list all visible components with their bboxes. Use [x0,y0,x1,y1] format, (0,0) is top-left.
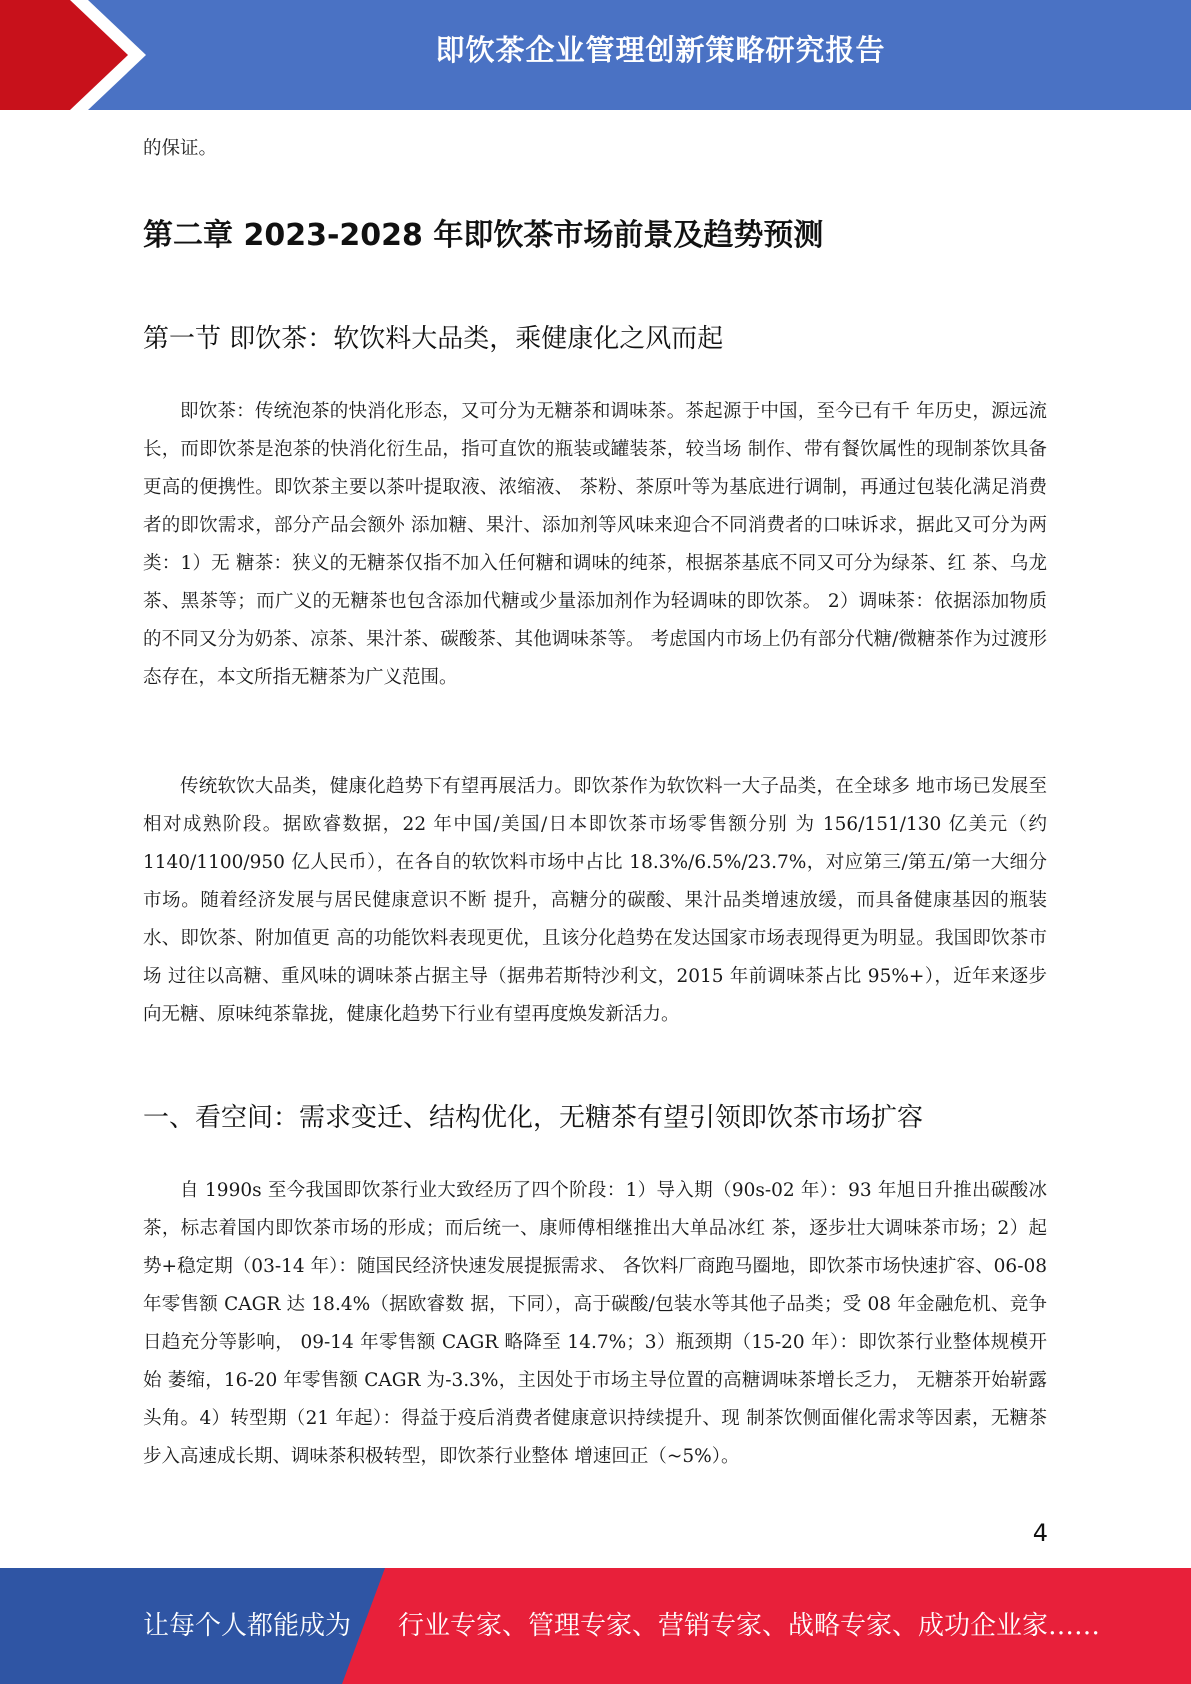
page-footer [0,1568,1191,1684]
body-paragraph: 即饮茶：传统泡茶的快消化形态，又可分为无糖茶和调味茶。茶起源于中国，至今已有千 年历史，源远流长，而即饮茶是泡茶的快消化衍生品，指可直饮的瓶装或罐装茶，较当场 制作、带有餐饮属性的现制茶饮具备更高的便携性。即饮茶主要以茶叶提取液、浓缩液、 茶粉、茶原叶等为基底进行调制，再通过包装化满足消费者的即饮需求，部分产品会额外 添加糖、果汁、添加剂等风味来迎合不同消费者的口味诉求，据此又可分为两类：1）无 糖茶：狭义的无糖茶仅指不加入任何糖和调味的纯茶，根据茶基底不同又可分为绿茶、红 茶、乌龙茶、黑茶等；而广义的无糖茶也包含添加代糖或少量添加剂作为轻调味的即饮茶。 2）调味茶：依据添加物质的不同又分为奶茶、凉茶、果汁茶、碳酸茶、其他调味茶等。 考虑国内市场上仍有部分代糖/微糖茶作为过渡形态存在，本文所指无糖茶为广义范围。 [143,401,1047,688]
footer-slogan: 让每个人都能成为 [143,1611,352,1641]
body-paragraph: 自 1990s 至今我国即饮茶行业大致经历了四个阶段：1）导入期（90s-02 年）：93 年旭日升推出碳酸冰茶，标志着国内即饮茶市场的形成；而后统一、康师傅相继推出大单品冰红 茶，逐步壮大调味茶市场；2）起势+稳定期（03-14 年）：随国民经济快速发展提振需求、 各饮料厂商跑马圈地，即饮茶市场快速扩容、06-08 年零售额 CAGR 达 18.4%（据欧睿数 据，下同），高于碳酸/包装水等其他子品类；受 08 年金融危机、竞争日趋充分等影响， 09-14 年零售额 CAGR 略降至 14.7%；3）瓶颈期（15-20 年）：即饮茶行业整体规模开始 萎缩，16-20 年零售额 CAGR 为-3.3%，主因处于市场主导位置的高糖调味茶增长乏力， 无糖茶开始崭露头角。4）转型期（21 年起）：得益于疫后消费者健康意识持续提升、现 制茶饮侧面催化需求等因素，无糖茶步入高速成长期、调味茶积极转型，即饮茶行业整体 增速回正（~5%）。 [143,1180,1047,1467]
footer-roles: 行业专家、管理专家、营销专家、战略专家、成功企业家…… [398,1611,1101,1641]
header-arrow-decoration [0,0,160,110]
page-number: 4 [1032,1519,1048,1547]
page-header [0,0,1191,110]
section-title: 第一节 即饮茶：软饮料大品类，乘健康化之风而起 [143,324,724,354]
subsection-title: 一、看空间：需求变迁、结构优化，无糖茶有望引领即饮茶市场扩容 [143,1103,924,1133]
chapter-title: 第二章 2023-2028 年即饮茶市场前景及趋势预测 [143,218,824,253]
continued-text-fragment: 的保证。 [143,138,218,159]
content-fragment-block [143,130,1047,168]
body-paragraph: 传统软饮大品类，健康化趋势下有望再展活力。即饮茶作为软饮料一大子品类，在全球多 地市场已发展至相对成熟阶段。据欧睿数据，22 年中国/美国/日本即饮茶市场零售额分别 为 156/151/130 亿美元（约 1140/1100/950 亿人民币），在各自的软饮料市场中占比 18.3%/6.5%/23.7%，对应第三/第五/第一大细分市场。随着经济发展与居民健康意识不断 提升，高糖分的碳酸、果汁品类增速放缓，而具备健康基因的瓶装水、即饮茶、附加值更 高的功能饮料表现更优，且该分化趋势在发达国家市场表现得更为明显。我国即饮茶市场 过往以高糖、重风味的调味茶占据主导（据弗若斯特沙利文，2015 年前调味茶占比 95%+），近年来逐步向无糖、原味纯茶靠拢，健康化趋势下行业有望再度焕发新活力。 [143,776,1047,1025]
header-title: 即饮茶企业管理创新策略研究报告 [435,33,886,67]
